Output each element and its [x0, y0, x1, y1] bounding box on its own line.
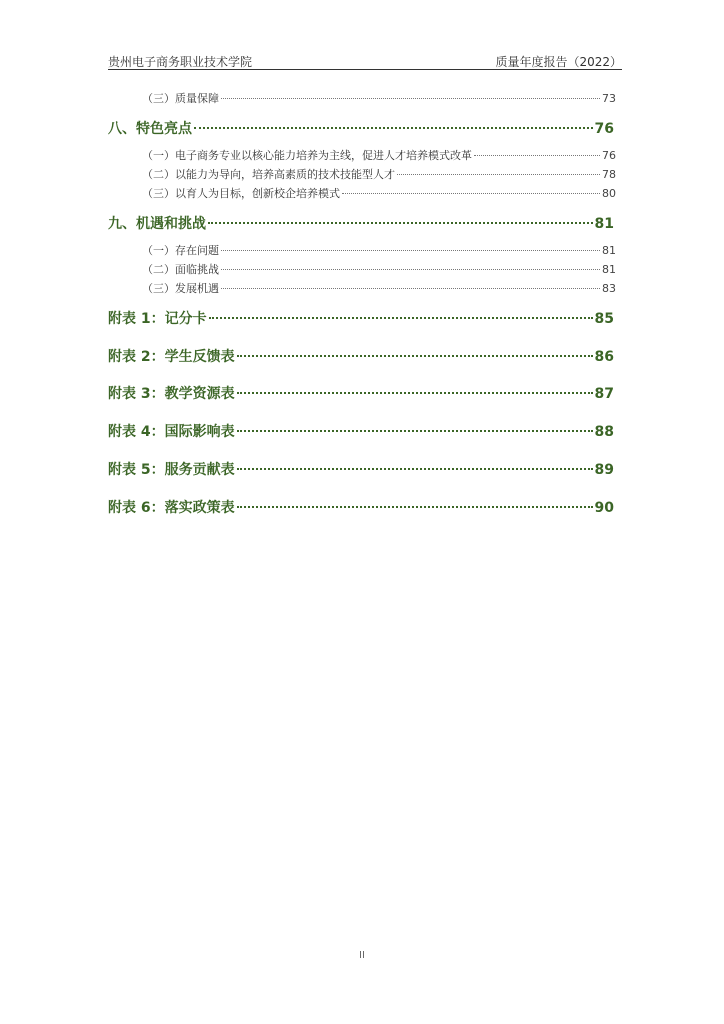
toc-leader [237, 430, 593, 432]
toc-page: 90 [594, 500, 614, 516]
toc-leader [221, 269, 600, 270]
toc-label: （三）质量保障 [142, 92, 219, 105]
toc-leader [342, 193, 600, 194]
toc-page: 88 [594, 424, 614, 440]
toc-label: （二）以能力为导向，培养高素质的技术技能型人才 [142, 168, 395, 181]
toc-appendix-4[interactable] [108, 421, 614, 441]
toc-leader [237, 392, 593, 394]
toc-leader [474, 155, 600, 156]
toc-page: 87 [594, 386, 614, 402]
toc-leader [221, 288, 600, 289]
toc-leader [397, 174, 600, 175]
toc-entry-challenges[interactable] [142, 261, 616, 277]
toc-appendix-6[interactable] [108, 497, 614, 517]
toc-entry-opportunities[interactable] [142, 280, 616, 296]
header-institution: 贵州电子商务职业技术学院 [108, 55, 253, 69]
header-report-title: 质量年度报告（2022） [495, 55, 622, 69]
page-number: II [359, 950, 365, 961]
toc-label: 九、机遇和挑战 [108, 216, 206, 232]
toc-label: （三）以育人为目标，创新校企培养模式 [142, 187, 340, 200]
toc-entry-ability-oriented[interactable] [142, 166, 616, 182]
toc-page: 80 [602, 187, 616, 200]
toc-page: 83 [602, 282, 616, 295]
toc-appendix-5[interactable] [108, 459, 614, 479]
toc-page: 81 [602, 244, 616, 257]
toc-section-highlights[interactable] [108, 118, 614, 138]
toc-leader [237, 468, 593, 470]
toc-page: 89 [594, 462, 614, 478]
toc-appendix-1[interactable] [108, 308, 614, 328]
toc-label: （二）面临挑战 [142, 263, 219, 276]
toc-entry-quality-assurance[interactable] [142, 90, 616, 106]
toc-leader [209, 317, 593, 319]
page-header [108, 52, 622, 70]
toc-page: 78 [602, 168, 616, 181]
toc-page: 81 [602, 263, 616, 276]
toc-appendix-3[interactable] [108, 383, 614, 403]
toc-label: （三）发展机遇 [142, 282, 219, 295]
toc-leader [221, 250, 600, 251]
toc-page: 73 [602, 92, 616, 105]
toc-leader [237, 355, 593, 357]
toc-label: （一）电子商务专业以核心能力培养为主线，促进人才培养模式改革 [142, 149, 472, 162]
toc-page: 76 [594, 121, 614, 137]
toc-label: 附表 3：教学资源表 [108, 386, 235, 402]
toc-label: （一）存在问题 [142, 244, 219, 257]
toc-section-opportunities[interactable] [108, 213, 614, 233]
toc-appendix-2[interactable] [108, 346, 614, 366]
toc-label: 附表 4：国际影响表 [108, 424, 235, 440]
toc-label: 八、特色亮点 [108, 121, 192, 137]
toc-label: 附表 2：学生反馈表 [108, 349, 235, 365]
header-divider [108, 69, 622, 70]
toc-label: 附表 6：落实政策表 [108, 500, 235, 516]
toc-leader [221, 98, 600, 99]
toc-entry-core-ability[interactable] [142, 147, 616, 163]
toc-page: 76 [602, 149, 616, 162]
toc-label: 附表 5：服务贡献表 [108, 462, 235, 478]
toc-entry-school-enterprise[interactable] [142, 185, 616, 201]
toc-leader [194, 127, 593, 129]
toc-leader [208, 222, 593, 224]
toc-page: 86 [594, 349, 614, 365]
toc-leader [237, 506, 593, 508]
toc-label: 附表 1：记分卡 [108, 311, 207, 327]
toc-page: 85 [594, 311, 614, 327]
toc-page: 81 [594, 216, 614, 232]
toc-entry-problems[interactable] [142, 242, 616, 258]
